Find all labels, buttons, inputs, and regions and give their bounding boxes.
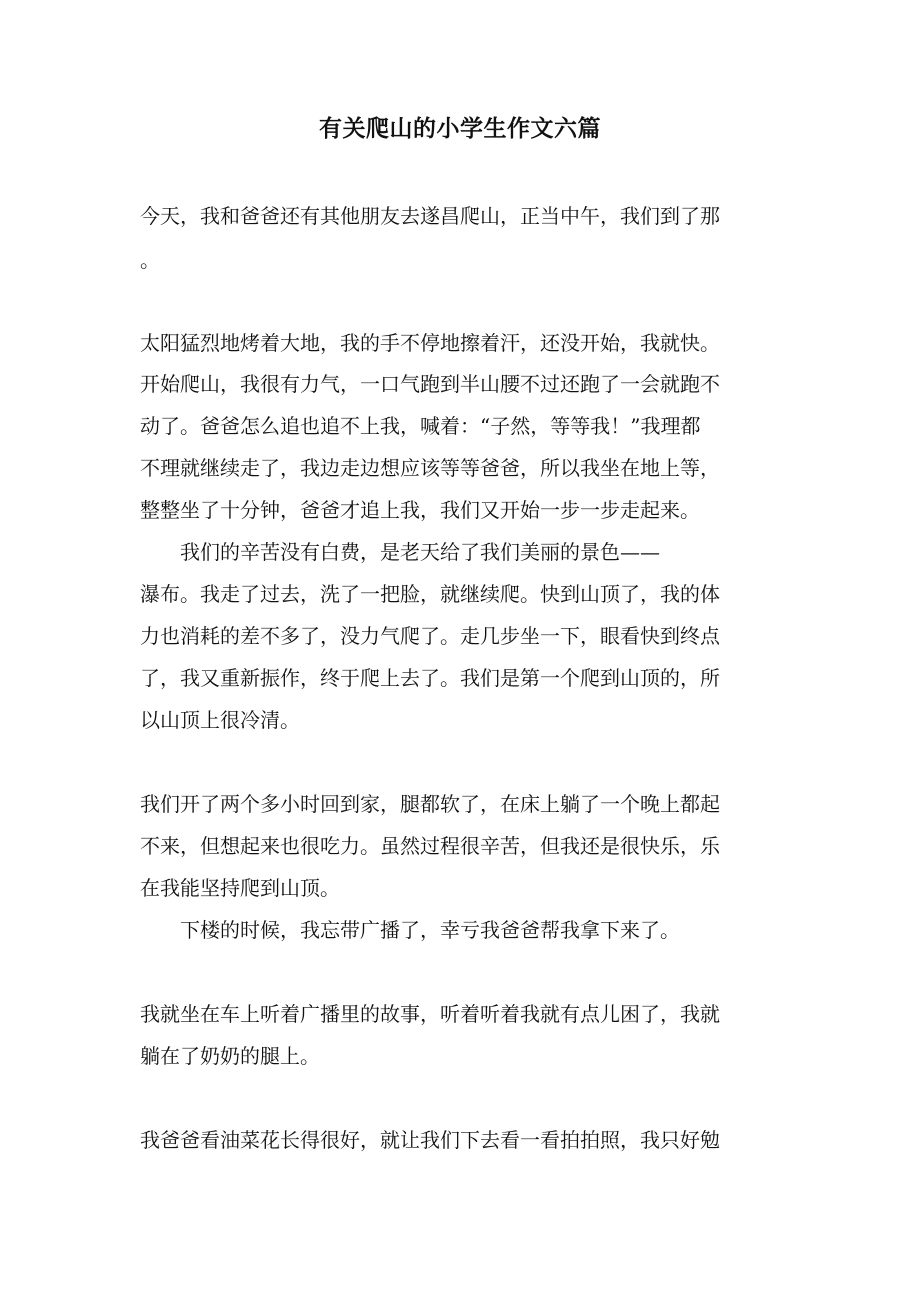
text-line: 今天，我和爸爸还有其他朋友去遂昌爬山，正当中午，我们到了那: [140, 204, 720, 228]
text-line: 不理就继续走了，我边走边想应该等等爸爸，所以我坐在地上等，: [140, 456, 720, 480]
text-line: 躺在了奶奶的腿上。: [140, 1044, 320, 1068]
text-line: 动了。爸爸怎么追也追不上我，喊着：“子然，等等我！”我理都: [140, 414, 701, 438]
text-line: 。: [140, 248, 160, 272]
text-line: 在我能坚持爬到山顶。: [140, 876, 340, 900]
text-line: 下楼的时候，我忘带广播了，幸亏我爸爸帮我拿下来了。: [140, 918, 680, 942]
text-line: 我爸爸看油菜花长得很好，就让我们下去看一看拍拍照，我只好勉: [140, 1128, 720, 1152]
text-line: 我就坐在车上听着广播里的故事，听着听着我就有点儿困了，我就: [140, 1002, 720, 1026]
text-line: 我们的辛苦没有白费，是老天给了我们美丽的景色——: [140, 540, 660, 564]
text-line: 了，我又重新振作，终于爬上去了。我们是第一个爬到山顶的，所: [140, 666, 720, 690]
text-line: 力也消耗的差不多了，没力气爬了。走几步坐一下，眼看快到终点: [140, 624, 720, 648]
text-line: 我们开了两个多小时回到家，腿都软了，在床上躺了一个晚上都起: [140, 792, 720, 816]
text-line: 开始爬山，我很有力气，一口气跑到半山腰不过还跑了一会就跑不: [140, 372, 720, 396]
document-title: 有关爬山的小学生作文六篇: [319, 115, 601, 142]
text-line: 整整坐了十分钟，爸爸才追上我，我们又开始一步一步走起来。: [140, 498, 700, 522]
text-line: 太阳猛烈地烤着大地，我的手不停地擦着汗，还没开始，我就快。: [140, 331, 720, 355]
text-line: 以山顶上很冷清。: [140, 708, 300, 732]
text-line: 瀑布。我走了过去，洗了一把脸，就继续爬。快到山顶了，我的体: [140, 582, 720, 606]
text-line: 不来，但想起来也很吃力。虽然过程很辛苦，但我还是很快乐，乐: [140, 834, 720, 858]
